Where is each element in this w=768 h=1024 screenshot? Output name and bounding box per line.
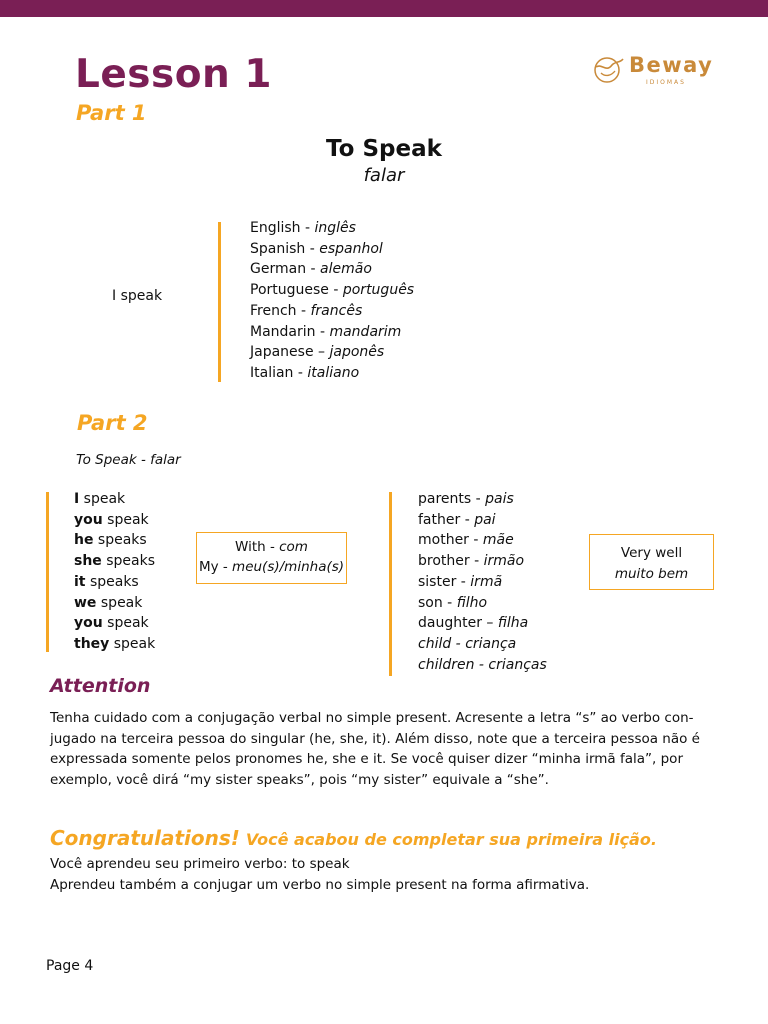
languages-list (250, 218, 414, 384)
list-item: father - pai (418, 511, 496, 528)
divider-line (389, 492, 392, 676)
logo-name: Beway (629, 53, 714, 77)
list-item: French - francês (250, 302, 363, 319)
paragraph-line: jugado na terceira pessoa do singular (he, she, it). Além disso, note que a terceira pessoa não é (50, 730, 700, 747)
list-item: sister - irmã (418, 573, 503, 590)
list-item: Mandarin - mandarim (250, 323, 402, 340)
list-item: children - crianças (418, 656, 547, 673)
conjugation-list (74, 489, 155, 655)
beway-logo (592, 53, 722, 87)
part-2-caption: To Speak - falar (76, 452, 181, 468)
list-item: daughter – filha (418, 615, 529, 632)
list-item: he speaks (74, 532, 147, 549)
congratulations-heading (50, 826, 657, 850)
list-item: Spanish - espanhol (250, 240, 383, 257)
part-1-heading: Part 1 (76, 101, 147, 125)
list-item: German - alemão (250, 261, 372, 278)
top-bar (0, 0, 768, 17)
paragraph-line: Aprendeu também a conjugar um verbo no simple present na forma afirmativa. (50, 876, 590, 893)
divider-line (218, 222, 221, 382)
box-line: With - com (235, 539, 308, 555)
congrats-subtitle: Você acabou de completar sua primeira lição. (245, 830, 657, 849)
list-item: English - inglês (250, 220, 356, 236)
congrats-title: Congratulations! (50, 826, 240, 850)
list-item: Italian - italiano (250, 364, 360, 381)
list-item: child - criança (418, 635, 517, 652)
paragraph-line: Você aprendeu seu primeiro verbo: to speak (50, 856, 350, 872)
attention-body (50, 708, 720, 790)
paragraph-line: expressada somente pelos pronomes he, she e it. Se você quiser dizer “minha irmã fala”, por (50, 751, 683, 767)
box-line: muito bem (614, 566, 689, 582)
list-item: parents - pais (418, 491, 514, 507)
verb-title: To Speak (326, 136, 442, 162)
list-item: Portuguese - português (250, 282, 415, 299)
box-line: Very well (620, 545, 683, 561)
list-item: they speak (74, 635, 156, 652)
list-item: brother - irmão (418, 553, 525, 570)
list-item: we speak (74, 594, 143, 611)
list-item: son - filho (418, 594, 488, 611)
summary-text (50, 854, 589, 895)
verb-translation: falar (363, 165, 405, 186)
list-item: Japanese – japonês (250, 344, 385, 361)
subject-i-speak: I speak (112, 288, 163, 304)
divider-line (46, 492, 49, 652)
very-well-box (589, 534, 714, 590)
lesson-title: Lesson 1 (75, 52, 273, 97)
list-item: mother - mãe (418, 532, 514, 549)
page-number: Page 4 (46, 958, 94, 974)
attention-heading: Attention (50, 675, 151, 697)
logo-subtitle: IDIOMAS (646, 79, 686, 86)
paragraph-line: exemplo, você dirá “my sister speaks”, pois “my sister” equivale a “she”. (50, 771, 549, 788)
list-item: you speak (74, 511, 149, 528)
family-list (418, 489, 547, 675)
list-item: I speak (74, 491, 126, 507)
list-item: it speaks (74, 573, 139, 590)
list-item: she speaks (74, 553, 156, 570)
box-line: My - meu(s)/minha(s) (198, 559, 345, 575)
bird-icon (592, 53, 626, 85)
with-my-box (196, 532, 347, 584)
paragraph-line: Tenha cuidado com a conjugação verbal no simple present. Acresente a letra “s” ao verbo con- (50, 710, 694, 726)
list-item: you speak (74, 615, 149, 632)
part-2-heading: Part 2 (77, 411, 148, 435)
